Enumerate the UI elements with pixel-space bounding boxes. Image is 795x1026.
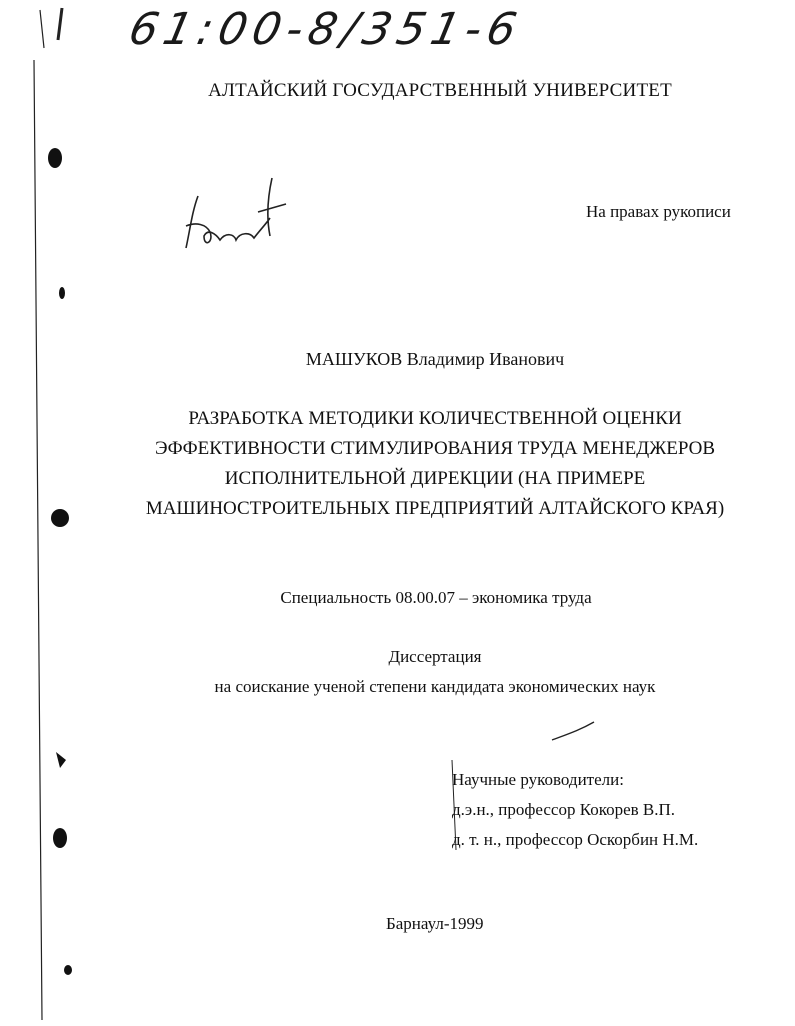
supervisor-item: д.э.н., профессор Кокорев В.П. [452, 800, 676, 819]
supervisors-heading: Научные руководители: [452, 770, 624, 789]
supervisor-item: д. т. н., профессор Оскорбин Н.М. [452, 830, 699, 849]
title-line: ЭФФЕКТИВНОСТИ СТИМУЛИРОВАНИЯ ТРУДА МЕНЕДЖЕРОВ [154, 438, 716, 459]
city-year: Барнаул-1999 [386, 914, 484, 933]
university-name: АЛТАЙСКИЙ ГОСУДАРСТВЕННЫЙ УНИВЕРСИТЕТ [208, 80, 672, 101]
pen-stroke [552, 722, 594, 740]
edge-dot [64, 965, 72, 975]
punch-hole-bottom [53, 828, 67, 848]
speciality: Специальность 08.00.07 – экономика труда [280, 588, 592, 607]
left-edge-line [34, 10, 44, 1020]
dissertation-title [140, 404, 730, 524]
rights-note: На правах рукописи [586, 202, 731, 221]
punch-hole-top [48, 148, 62, 168]
signature-icon [186, 178, 286, 248]
title-line: РАЗРАБОТКА МЕТОДИКИ КОЛИЧЕСТВЕННОЙ ОЦЕНКИ [188, 408, 682, 429]
degree-line: на соискание ученой степени кандидата экономических наук [214, 677, 656, 696]
supervisors [452, 765, 698, 855]
author-name: МАШУКОВ Владимир Иванович [305, 349, 565, 369]
title-line: ИСПОЛНИТЕЛЬНОЙ ДИРЕКЦИИ (НА ПРИМЕРЕ [224, 468, 646, 489]
edge-mark [58, 8, 62, 40]
archive-code: 61:00-8/351-6 [124, 4, 527, 55]
punch-hole-mark [59, 287, 65, 299]
edge-mark-small [56, 752, 66, 768]
document-type: Диссертация [388, 647, 482, 666]
punch-hole-middle [51, 509, 69, 527]
title-line: МАШИНОСТРОИТЕЛЬНЫХ ПРЕДПРИЯТИЙ АЛТАЙСКОГО КРАЯ) [145, 498, 725, 519]
